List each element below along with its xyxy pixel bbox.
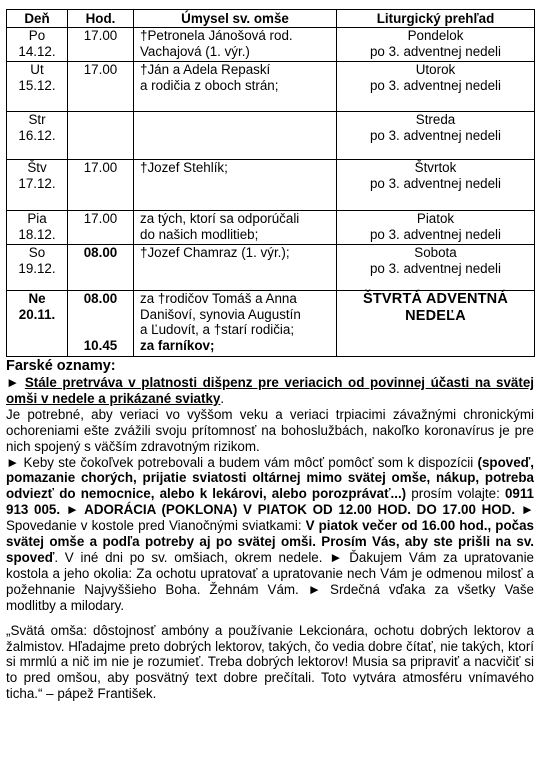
schedule-row (7, 112, 535, 160)
intention-line: za tých, ktorí sa odporúčali (140, 211, 300, 226)
intention-cell (134, 245, 337, 291)
schedule-row (7, 160, 535, 211)
mass-time: 17.00 (83, 28, 118, 43)
day-cell (7, 160, 68, 211)
intention-cell (134, 211, 337, 245)
liturgy-note: po 3. adventnej nedeli (369, 127, 502, 143)
hour-cell (68, 291, 134, 357)
intention-line: †Jozef Stehlík; (140, 160, 228, 175)
intention-line: Danišoví, synovia Augustín (140, 306, 301, 322)
header-intention: Úmysel sv. omše (134, 10, 337, 28)
liturgy-cell (337, 112, 535, 160)
hour-cell (68, 160, 134, 211)
hour-cell (68, 211, 134, 245)
intention-line: †Ján a Adela Repaskí (140, 62, 271, 77)
day-date: 19.12. (18, 260, 56, 276)
mass-time: 17.00 (83, 211, 118, 226)
intention-line: a rodičia z oboch strán; (140, 77, 279, 93)
parish-announcements (6, 358, 534, 702)
day-date: 14.12. (18, 43, 56, 59)
day-date: 16.12. (18, 127, 56, 143)
mass-schedule-table (6, 9, 535, 357)
mass-time: 17.00 (83, 62, 118, 77)
liturgy-cell (337, 211, 535, 245)
intention-cell (134, 160, 337, 211)
day-cell (7, 291, 68, 357)
liturgy-cell (337, 160, 535, 211)
day-name: Pia (27, 211, 47, 226)
contact-intro: ► Keby ste čokoľvek potrebovali a budem vám môcť pomôcť som k dispozícii (6, 454, 478, 470)
liturgy-note: po 3. adventnej nedeli (369, 260, 502, 276)
day-name: Štv (27, 160, 47, 175)
schedule-row (7, 291, 535, 357)
schedule-header-row (7, 10, 535, 28)
announcements-heading: Farské oznamy: (6, 358, 116, 374)
day-date: 15.12. (18, 77, 56, 93)
intention-line: †Petronela Jánošová rod. (140, 28, 293, 43)
arrow-marker: ► (6, 375, 25, 390)
intention-cell (134, 28, 337, 62)
services-list: (spoveď, pomazanie chorých, prijatie sviatosti oltárnej mimo svätej omše, nákup, potreba odviezť do nemocnice, alebo k lekárovi, alebo porozprávať...) (6, 454, 534, 502)
day-date: 17.12. (18, 175, 56, 191)
schedule-row (7, 62, 535, 112)
day-cell (7, 62, 68, 112)
hour-cell (68, 62, 134, 112)
schedule-row (7, 211, 535, 245)
thanks-text: . V iné dni po sv. omšiach, okrem nedele. ► Ďakujem Vám za upratovanie kostola a jeho okolia: Za ochotu upratovať a upratovanie nech Vám je odmenou milosť a požehnanie Najvyššieho Boha. Žehnám Vám. ► Srdečná vďaka za všetky Vaše modlitby a milodary. (6, 549, 534, 613)
intention-cell (134, 291, 337, 357)
confession-times: V piatok večer od 16.00 hod., počas svätej omše a podľa potreby aj po svätej omši. Prosím Vás, aby ste prišli na sv. spoveď (6, 518, 534, 565)
liturgy-cell (337, 291, 535, 357)
mass-time: 10.45 (83, 337, 118, 353)
mass-time: 08.00 (83, 245, 118, 260)
hour-cell (68, 112, 134, 160)
phone-and-adoration: 0911 913 005. ► ADORÁCIA (POKLONA) V PIATOK OD 12.00 HOD. DO 17.00 HOD. (6, 486, 535, 518)
liturgy-day: Pondelok (407, 28, 464, 43)
confession-intro: ► Spovedanie v kostole pred Vianočnými sviatkami: (6, 502, 534, 534)
intention-line: za †rodičov Tomáš a Anna (140, 291, 297, 306)
header-day: Deň (7, 10, 68, 28)
health-advice: Je potrebné, aby veriaci vo vyššom veku a veriaci trpiacimi závažnými chronickými ochoreniami ešte zvážili svoju prítomnosť na bohoslužbách, nakoľko koronavírus je pre nich spojený s väčším zdravotným rizikom. (6, 406, 534, 454)
day-name: Ut (30, 62, 44, 77)
intention-line: do našich modlitieb; (140, 226, 259, 242)
liturgy-note: po 3. adventnej nedeli (369, 77, 502, 93)
dispensation-notice (6, 375, 534, 407)
day-cell (7, 112, 68, 160)
day-cell (7, 28, 68, 62)
liturgy-cell (337, 62, 535, 112)
day-date: 20.11. (18, 306, 56, 322)
intention-cell (134, 112, 337, 160)
day-name: So (28, 245, 46, 260)
call-text: prosím volajte: (406, 486, 505, 502)
day-cell (7, 245, 68, 291)
header-hour: Hod. (68, 10, 134, 28)
liturgy-day: Štvrtok (414, 160, 457, 175)
liturgy-day: ŠTVRTÁ ADVENTNÁ (362, 291, 509, 307)
liturgy-day: Piatok (416, 211, 455, 226)
day-cell (7, 211, 68, 245)
mass-time: 17.00 (83, 160, 118, 175)
liturgy-cell (337, 245, 535, 291)
intention-line: †Jozef Chamraz (1. výr.); (140, 245, 290, 260)
day-name: Po (28, 28, 46, 43)
intention-cell (134, 62, 337, 112)
hour-cell (68, 28, 134, 62)
contact-notice (6, 455, 534, 614)
liturgy-day: Utorok (415, 62, 456, 77)
schedule-row (7, 28, 535, 62)
intention-line: za farníkov; (140, 337, 215, 353)
dispensation-end: . (220, 390, 225, 406)
liturgy-day: Streda (415, 112, 456, 127)
liturgy-note: NEDEĽA (405, 308, 466, 324)
hour-cell (68, 245, 134, 291)
header-liturgy: Liturgický prehľad (337, 10, 535, 28)
liturgy-day: Sobota (414, 245, 457, 260)
schedule-row (7, 245, 535, 291)
pope-quote: „Svätá omša: dôstojnosť ambóny a používanie Lekcionára, ochotu dobrých lektorov a žalmistov. Hľadajme preto dobrých lektorov, takých, čo vedia dobre čítať, nie takých, ktorí si mrmlú a nič im nie je rozumieť. Treba dobrých lektorov! Musia sa pripraviť a nacvičiť si to pred omšou, aby posvätný text dobre prečítali. Toto vytvára atmosféru vnímavého ticha.“ – pápež František. (6, 622, 534, 702)
dispensation-text: Stále pretrváva v platnosti dišpenz pre veriacich od povinnej účasti na svätej omši v nedele a prikázané sviatky (6, 375, 534, 406)
liturgy-note: po 3. adventnej nedeli (369, 226, 502, 242)
intention-line: Vachajová (1. výr.) (140, 43, 250, 59)
intention-line: a Ľudovít, a †starí rodičia; (140, 322, 295, 337)
bulletin-page (6, 9, 534, 702)
day-name: Ne (28, 291, 46, 306)
liturgy-note: po 3. adventnej nedeli (369, 43, 502, 59)
day-date: 18.12. (18, 226, 56, 242)
liturgy-cell (337, 28, 535, 62)
liturgy-note: po 3. adventnej nedeli (369, 175, 502, 191)
mass-time: 08.00 (83, 291, 118, 306)
day-name: Str (28, 112, 46, 127)
